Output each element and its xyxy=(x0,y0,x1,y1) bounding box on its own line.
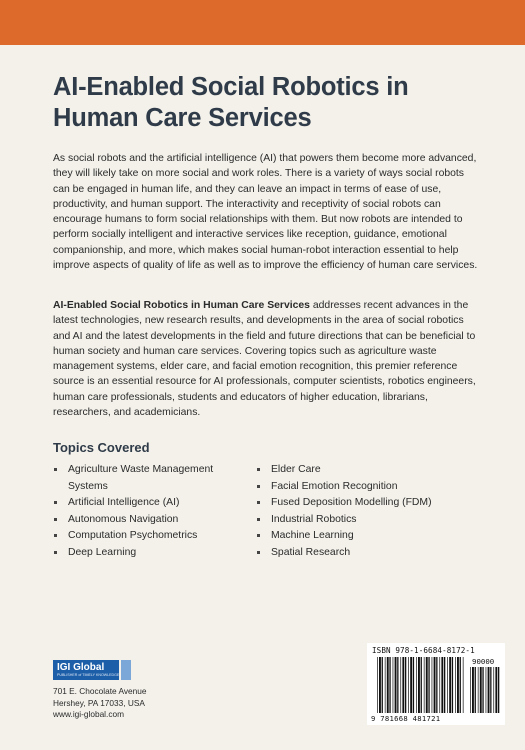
publisher-website: www.igi-global.com xyxy=(53,709,125,719)
publisher-logo-tab xyxy=(121,660,131,680)
barcode-bar xyxy=(377,657,378,713)
barcode-digits: 9 781668 481721 xyxy=(371,714,441,723)
paragraph-2-text: addresses recent advances in the latest technologies, new research results, and developments in the area of social robotics and AI and the latest developments in the field and future directions that can be beneficial to human society and human care services. Covering topics such as agriculture waste management systems, elder care, and facial emotion recognition, this premier reference source is an essential resource for AI professionals, computer scientists, robotics engineers, human care professionals, students and educators of higher education, librarians, researchers, and academicians. xyxy=(53,300,476,419)
barcode-bar xyxy=(426,657,428,713)
address-line-2: Hershey, PA 17033, USA xyxy=(53,697,145,708)
barcode-bars xyxy=(367,643,505,725)
barcode-bar xyxy=(385,657,386,713)
price-code: 90000 xyxy=(472,657,495,666)
barcode-bar xyxy=(434,657,436,713)
topic-item: Computation Psychometrics xyxy=(53,528,243,545)
topic-item: Facial Emotion Recognition xyxy=(256,479,476,496)
publisher-logo xyxy=(53,660,131,680)
barcode-bar xyxy=(387,657,389,713)
publisher-logo-subtext: PUBLISHER of TIMELY KNOWLEDGE xyxy=(57,673,120,677)
topic-item: Autonomous Navigation xyxy=(53,512,243,529)
barcode-bar xyxy=(421,657,422,713)
barcode-bar xyxy=(416,657,417,713)
topic-item: Elder Care xyxy=(256,462,476,479)
topic-item: Machine Learning xyxy=(256,528,476,545)
isbn-barcode xyxy=(367,643,505,725)
barcode-bar xyxy=(402,657,404,713)
barcode-bar xyxy=(486,667,487,713)
publisher-address xyxy=(53,686,147,721)
barcode-bar xyxy=(498,667,499,713)
barcode-bar xyxy=(379,657,381,713)
barcode-bar xyxy=(490,667,491,713)
barcode-bar xyxy=(436,657,437,713)
barcode-bar xyxy=(475,667,476,713)
barcode-bar xyxy=(395,657,397,713)
topics-heading: Topics Covered xyxy=(53,440,150,455)
barcode-bar xyxy=(389,657,390,713)
barcode-bar xyxy=(413,657,414,713)
barcode-bar xyxy=(408,657,409,713)
barcode-bar xyxy=(400,657,401,713)
barcode-bar xyxy=(460,657,461,713)
topic-item: Artificial Intelligence (AI) xyxy=(53,495,243,512)
barcode-bar xyxy=(472,667,474,713)
topic-item: Deep Learning xyxy=(53,545,243,562)
barcode-bar xyxy=(410,657,412,713)
barcode-bar xyxy=(455,657,456,713)
barcode-bar xyxy=(439,657,440,713)
barcode-bar xyxy=(493,667,494,713)
barcode-bar xyxy=(463,657,464,713)
barcode-bar xyxy=(495,667,497,713)
barcode-bar xyxy=(478,667,479,713)
topic-item: Spatial Research xyxy=(256,545,476,562)
topic-item: Agriculture Waste Management Systems xyxy=(53,462,243,495)
barcode-bar xyxy=(457,657,459,713)
publisher-logo-text: IGI Global xyxy=(57,662,105,673)
barcode-bar xyxy=(397,657,398,713)
barcode-bar xyxy=(449,657,451,713)
paragraph-2-book-title: AI-Enabled Social Robotics in Human Care Services xyxy=(53,300,310,311)
barcode-bar xyxy=(382,657,383,713)
barcode-bar xyxy=(452,657,453,713)
barcode-bar xyxy=(428,657,429,713)
topic-item: Fused Deposition Modelling (FDM) xyxy=(256,495,476,512)
address-line-1: 701 E. Chocolate Avenue xyxy=(53,686,147,696)
description-paragraph-1: As social robots and the artificial intelligence (AI) that powers them become more advanced, they will likely take on more social and work roles. There is a variety of ways social robots can be engaged in human life, and they can leave an impact in terms of ease of use, productivity, and human support. The interactivity and receptivity of social robots can encourage humans to form social relationships with them. But now robots are intended to perform socially intelligent and interactive services like reception, guidance, emotional companionship, and more, which makes social human-robot interaction essential to help improve aspects of quality of life as well as to improve the efficiency of human care services. xyxy=(53,153,478,272)
barcode-bar xyxy=(393,657,394,713)
barcode-bar xyxy=(482,667,483,713)
barcode-bar xyxy=(480,667,482,713)
book-title: AI-Enabled Social Robotics in Human Care Services xyxy=(53,73,409,132)
topics-list-right xyxy=(256,462,476,562)
description-paragraph-2 xyxy=(53,298,483,420)
barcode-bar xyxy=(418,657,420,713)
isbn-text: ISBN 978-1-6684-8172-1 xyxy=(372,646,475,655)
topic-item: Industrial Robotics xyxy=(256,512,476,529)
top-color-band xyxy=(0,0,525,45)
barcode-bar xyxy=(405,657,406,713)
barcode-bar xyxy=(470,667,471,713)
barcode-bar xyxy=(447,657,448,713)
topics-list-left xyxy=(53,462,243,562)
barcode-bar xyxy=(441,657,443,713)
publisher-logo-mark xyxy=(53,660,119,680)
barcode-bar xyxy=(424,657,425,713)
barcode-bar xyxy=(444,657,445,713)
barcode-bar xyxy=(432,657,433,713)
barcode-bar xyxy=(488,667,490,713)
